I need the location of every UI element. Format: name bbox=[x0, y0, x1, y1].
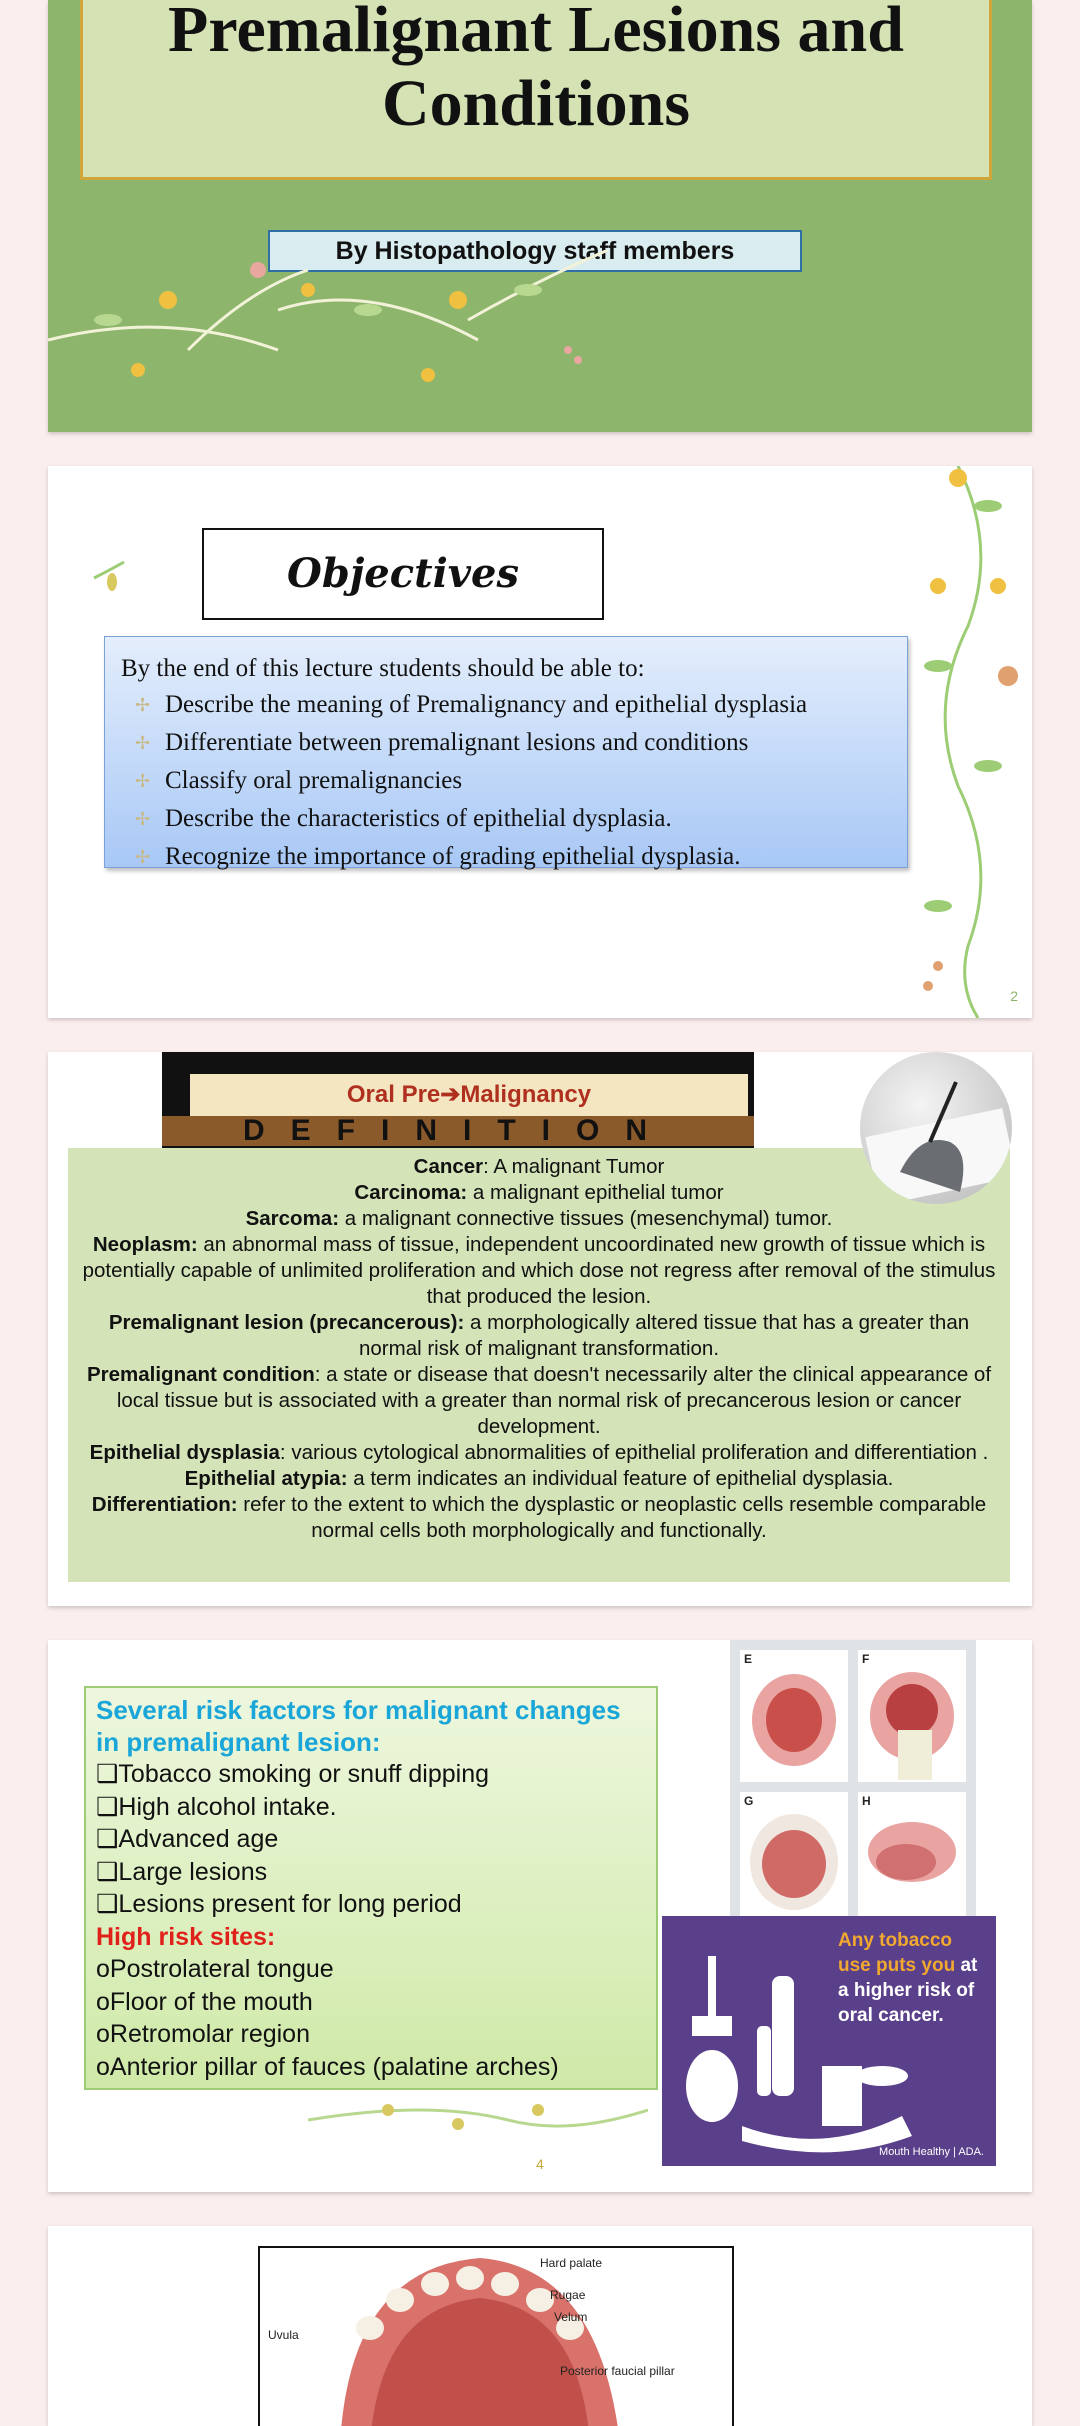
mouth-photo: E bbox=[740, 1650, 848, 1782]
ad-brand: Mouth Healthy | ADA. bbox=[879, 2146, 984, 2158]
definition-item: Premalignant condition: a state or disease that doesn't necessarily alter the clinical appearance of local tissue but is associated with a greater than normal risk of precancerous lesion or cancer development. bbox=[86, 1363, 992, 1438]
mouth-anatomy-icon bbox=[260, 2248, 732, 2426]
cross-bullet-icon: ✢ bbox=[135, 771, 151, 791]
list-item: ✢ Recognize the importance of grading epithelial dysplasia. bbox=[135, 843, 741, 870]
list-item: oAnterior pillar of fauces (palatine arches) bbox=[96, 2052, 559, 2081]
title-line-2: Conditions bbox=[381, 67, 691, 140]
objectives-intro: By the end of this lecture students should be able to: bbox=[121, 655, 645, 682]
cross-bullet-icon: ✢ bbox=[135, 847, 151, 867]
list-item: oFloor of the mouth bbox=[96, 1987, 313, 2016]
list-item: ❑Lesions present for long period bbox=[96, 1890, 462, 1918]
definition-item: Premalignant lesion (precancerous): a morphologically altered tissue that has a greater than normal risk of malignant transformation. bbox=[108, 1311, 970, 1360]
page-number: 2 bbox=[1010, 988, 1018, 1004]
list-item: ✢ Describe the characteristics of epithelial dysplasia. bbox=[135, 805, 672, 832]
definition-item: Cancer: A malignant Tumor bbox=[413, 1155, 665, 1178]
definitions-block bbox=[68, 1148, 1010, 1582]
leaf-sprig-icon bbox=[90, 556, 130, 596]
risk-factors-heading: Several risk factors for malignant changes in premalignant lesion: bbox=[96, 1695, 621, 1757]
objectives-slide bbox=[48, 466, 1032, 1018]
floral-decoration-icon bbox=[48, 250, 1032, 400]
definition-item: Sarcoma: a malignant connective tissues (mesenchymal) tumor. bbox=[245, 1207, 833, 1230]
anatomy-slide bbox=[48, 2226, 1032, 2426]
definition-item: Carcinoma: a malignant epithelial tumor bbox=[354, 1181, 724, 1204]
list-item: oPostrolateral tongue bbox=[96, 1955, 334, 1983]
tobacco-products-icon bbox=[662, 1916, 996, 2166]
tobacco-ad-image bbox=[662, 1916, 996, 2166]
pen-writing-icon bbox=[860, 1052, 1012, 1204]
definition-item: Neoplasm: an abnormal mass of tissue, independent uncoordinated new growth of tissue which is potentially capable of unlimited proliferation and which dose not regress after removal of the stimulus that produced the lesion. bbox=[82, 1233, 996, 1308]
definitions-slide bbox=[48, 1052, 1032, 1606]
cross-bullet-icon: ✢ bbox=[135, 695, 151, 715]
high-risk-heading: High risk sites: bbox=[96, 1922, 276, 1951]
ad-text: Any tobacco use puts you at a higher risk of oral cancer. bbox=[838, 1930, 978, 2026]
title-slide bbox=[48, 0, 1032, 432]
list-item: ✢ Differentiate between premalignant lesions and conditions bbox=[135, 729, 749, 756]
list-item: oRetromolar region bbox=[96, 2020, 310, 2048]
objectives-list bbox=[104, 636, 908, 868]
banner-title: Oral Pre➔Malignancy bbox=[190, 1074, 748, 1116]
title-box bbox=[80, 0, 992, 180]
mouth-photo: F bbox=[858, 1650, 966, 1782]
definition-item: Differentiation: refer to the extent to which the dysplastic or neoplastic cells resemble comparable normal cells both morphologically and functionally. bbox=[91, 1493, 987, 1542]
definition-item: Epithelial dysplasia: various cytological abnormalities of epithelial proliferation and differentiation . bbox=[89, 1441, 989, 1464]
banner-word: DEFINITION bbox=[162, 1116, 754, 1146]
list-item: ✢ Classify oral premalignancies bbox=[135, 767, 463, 794]
list-item: ✢ Describe the meaning of Premalignancy and epithelial dysplasia bbox=[135, 691, 808, 718]
floral-vine-icon bbox=[898, 466, 1018, 1018]
list-item: ❑Advanced age bbox=[96, 1825, 279, 1853]
cross-bullet-icon: ✢ bbox=[135, 809, 151, 829]
oral-anatomy-diagram: Hard palate Rugae Velum Uvula Posterior faucial pillar bbox=[258, 2246, 734, 2426]
list-item: ❑Tobacco smoking or snuff dipping bbox=[96, 1760, 490, 1788]
list-item: ❑Large lesions bbox=[96, 1857, 268, 1886]
cross-bullet-icon: ✢ bbox=[135, 733, 151, 753]
floral-decoration-icon bbox=[308, 2080, 648, 2150]
definition-item: Epithelial atypia: a term indicates an individual feature of epithelial dysplasia. bbox=[184, 1467, 894, 1490]
byline: By Histopathology staff members bbox=[268, 230, 802, 272]
mouth-photo: G bbox=[740, 1792, 848, 1924]
risk-factors-slide bbox=[48, 1640, 1032, 2192]
title-line-1: Premalignant Lesions and bbox=[168, 0, 904, 66]
oral-sites-image-grid bbox=[730, 1640, 976, 1934]
risk-factors-box bbox=[84, 1686, 658, 2090]
list-item: ❑High alcohol intake. bbox=[96, 1792, 337, 1821]
writing-hand-photo bbox=[860, 1052, 1012, 1204]
page-number: 4 bbox=[536, 2156, 544, 2172]
definition-banner bbox=[162, 1052, 754, 1148]
objectives-heading: Objectives bbox=[202, 528, 604, 620]
mouth-photo: H bbox=[858, 1792, 966, 1924]
